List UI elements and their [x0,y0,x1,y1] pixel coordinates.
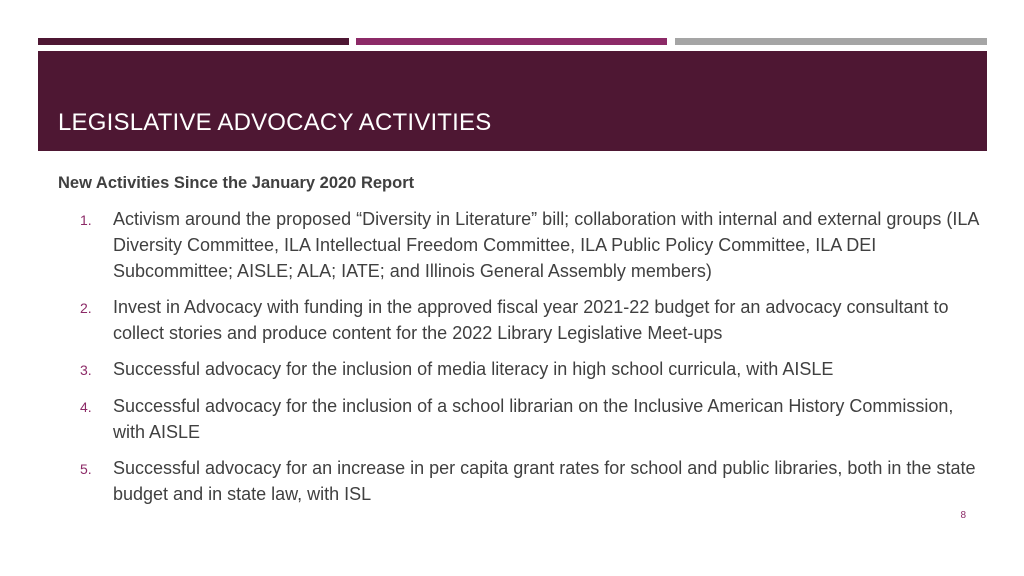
list-item [80,356,980,383]
list-item [80,393,980,445]
accent-bar-dark [38,38,349,45]
list-item-number: 3. [80,362,92,378]
list-item-text: Invest in Advocacy with funding in the approved fiscal year 2021-22 budget for an advocacy consultant to collect stories and produce content for the 2022 Library Legislative Meet-ups [113,297,949,343]
slide-title: LEGISLATIVE ADVOCACY ACTIVITIES [58,109,492,136]
title-band [38,51,987,151]
list-item-number: 1. [80,212,92,228]
section-subtitle: New Activities Since the January 2020 Report [58,174,415,192]
page-number: 8 [960,510,966,521]
activities-list [80,206,980,517]
list-item [80,294,980,346]
list-item-text: Activism around the proposed “Diversity in Literature” bill; collaboration with internal and external groups (ILA Diversity Committee, ILA Intellectual Freedom Committee, ILA Public Policy Committee, ILA DEI Subcommittee; AISLE; ALA; IATE; and Illinois General Assembly members) [113,209,979,281]
list-item-text: Successful advocacy for the inclusion of media literacy in high school curricula, with AISLE [113,359,834,379]
list-item-number: 4. [80,399,92,415]
list-item [80,206,980,284]
list-item-text: Successful advocacy for an increase in per capita grant rates for school and public libraries, both in the state budget and in state law, with ISL [113,458,976,504]
accent-bar-magenta [356,38,667,45]
accent-bar-gray [675,38,987,45]
list-item-number: 2. [80,300,92,316]
list-item-text: Successful advocacy for the inclusion of a school librarian on the Inclusive American History Commission, with AISLE [113,396,954,442]
list-item-number: 5. [80,461,92,477]
list-item [80,455,980,507]
